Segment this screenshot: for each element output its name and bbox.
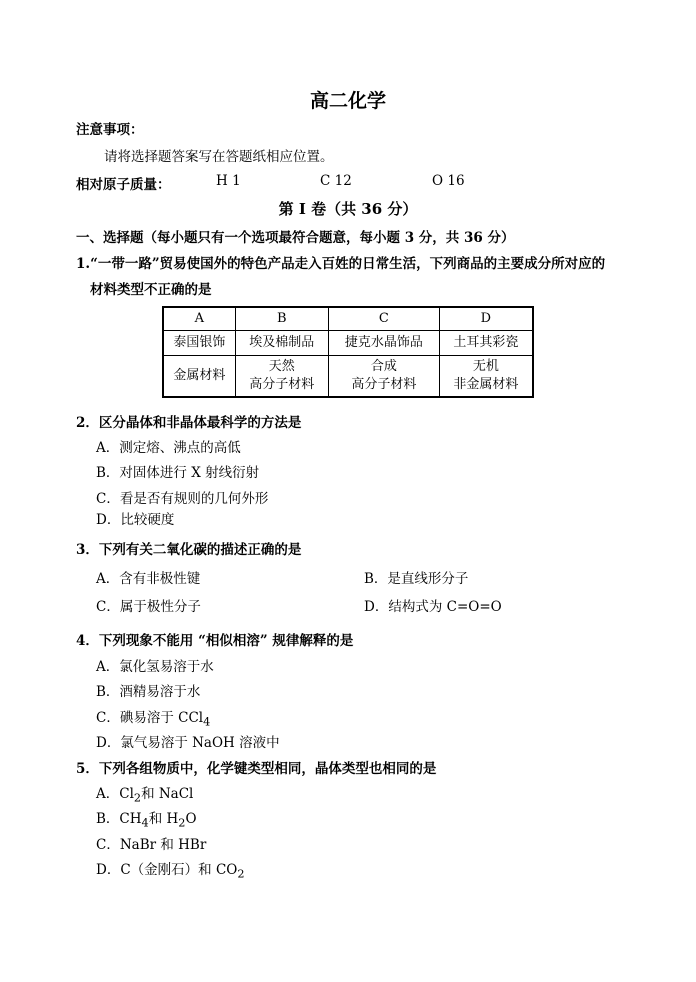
question-4-option-c-text: C．碘易溶于 CCl [96,710,204,726]
table-material-d-line2: 非金属材料 [453,377,519,392]
question-1-stem: 1.“一带一路”贸易使国外的特色产品走入百姓的日常生活，下列商品的主要成分所对应的 [76,256,606,272]
question-1-table [162,306,534,398]
table-material-a-line1: 金属材料 [173,368,226,383]
table-material-a [163,356,235,398]
atomic-mass-o: O 16 [432,173,465,189]
question-5-option-b-subscript2: 2 [178,816,186,830]
page-title: 高二化学 [309,90,386,112]
question-3-stem: 3．下列有关二氧化碳的描述正确的是 [76,542,302,558]
atomic-mass-label: 相对原子质量： [76,177,171,193]
question-2-option-a: A．测定熔、沸点的高低 [96,440,241,456]
table-material-b [235,356,328,398]
question-4-option-b: B．酒精易溶于水 [96,684,201,700]
question-4-option-c-subscript: 4 [203,715,211,729]
question-4-option-a: A．氯化氢易溶于水 [96,659,214,675]
table-material-b-line1: 天然 [268,359,295,374]
question-2-option-b: B．对固体进行 X 射线衍射 [96,465,260,481]
question-3-option-c: C．属于极性分子 [96,599,201,615]
section-title: 第 I 卷（共 36 分） [278,200,418,218]
atomic-mass-c: C 12 [320,173,352,189]
table-material-d [439,356,533,398]
notice-text: 请将选择题答案写在答题纸相应位置。 [104,149,334,165]
table-material-d-line1: 无机 [472,359,499,374]
question-5-option-b-subscript: 4 [141,816,149,830]
question-5-option-a-text2: 和 NaCl [141,786,194,802]
question-3-option-d: D．结构式为 C=O=O [364,599,502,615]
question-5-option-b-text2: 和 H [148,811,179,827]
table-material-c-line1: 合成 [370,359,397,374]
question-4-option-c [96,706,210,729]
table-product-c: 捷克水晶饰品 [328,331,439,356]
part-title: 一、选择题（每小题只有一个选项最符合题意，每小题 3 分，共 36 分） [76,230,515,246]
question-3-option-a: A．含有非极性键 [96,571,201,587]
table-material-b-line2: 高分子材料 [249,377,315,392]
table-product-a: 泰国银饰 [163,331,235,356]
question-5-option-b [96,807,197,830]
table-product-b: 埃及棉制品 [235,331,328,356]
table-header-c: C [328,307,439,331]
question-5-option-d [96,858,245,881]
question-4-option-d: D．氯气易溶于 NaOH 溶液中 [96,735,280,751]
table-material-c-line2: 高分子材料 [351,377,417,392]
question-4-stem: 4．下列现象不能用 “相似相溶” 规律解释的是 [76,633,354,649]
question-2-option-c: C．看是否有规则的几何外形 [96,491,269,507]
question-3-option-b: B．是直线形分子 [364,571,469,587]
table-material-c [328,356,439,398]
question-1-stem-cont: 材料类型不正确的是 [90,282,212,298]
notice-label: 注意事项： [76,122,144,138]
atomic-mass-h: H 1 [216,173,241,189]
table-header-b: B [235,307,328,331]
question-5-option-b-text: B．CH [96,811,142,827]
table-product-d: 土耳其彩瓷 [439,331,533,356]
question-5-option-a [96,782,193,805]
question-5-option-a-subscript: 2 [133,791,142,805]
question-2-stem: 2．区分晶体和非晶体最科学的方法是 [76,415,302,431]
question-2-option-d: D．比较硬度 [96,512,175,528]
question-5-option-b-text3: O [185,811,197,827]
question-5-stem: 5．下列各组物质中，化学键类型相同，晶体类型也相同的是 [76,761,437,777]
question-5-option-a-text: A．Cl [96,786,134,802]
question-5-option-d-text: D．C（金刚石）和 CO [96,862,238,878]
question-5-option-c: C．NaBr 和 HBr [96,837,207,853]
table-header-d: D [439,307,533,331]
question-5-option-d-subscript: 2 [237,867,245,881]
table-header-a: A [163,307,235,331]
